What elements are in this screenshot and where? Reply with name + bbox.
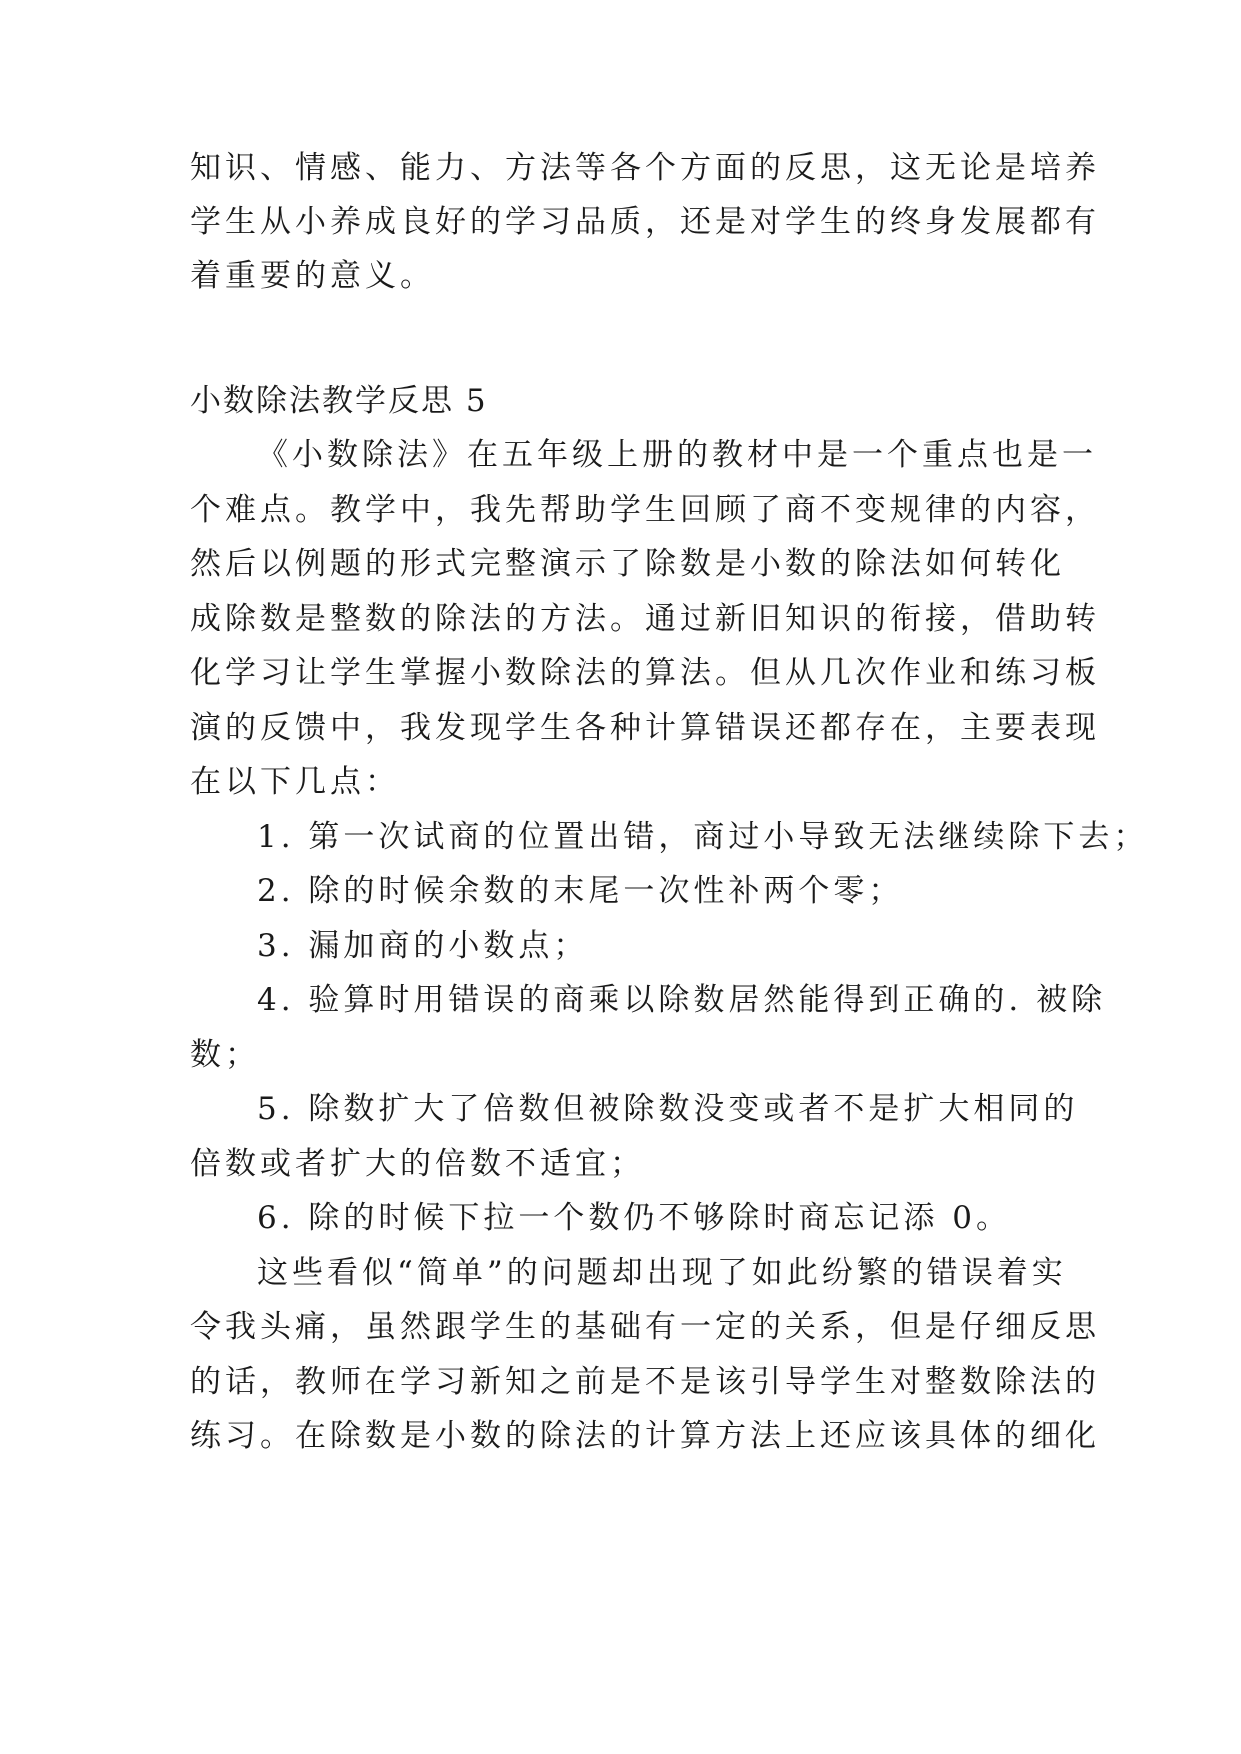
paragraph-line: 学生从小养成良好的学习品质，还是对学生的终身发展都有 xyxy=(190,204,1100,240)
paragraph-line: 演的反馈中，我发现学生各种计算错误还都存在，主要表现 xyxy=(190,710,1100,746)
paragraph-line: 然后以例题的形式完整演示了除数是小数的除法如何转化 xyxy=(190,546,1065,582)
list-item-continuation: 倍数或者扩大的倍数不适宜； xyxy=(190,1146,645,1182)
paragraph-line: 知识、情感、能力、方法等各个方面的反思，这无论是培养 xyxy=(190,150,1100,186)
list-item: 5. 除数扩大了倍数但被除数没变或者不是扩大相同的 xyxy=(257,1091,1079,1127)
paragraph-line: 在以下几点： xyxy=(190,764,400,800)
paragraph-line: 的话，教师在学习新知之前是不是该引导学生对整数除法的 xyxy=(190,1364,1100,1400)
section-heading: 小数除法教学反思 5 xyxy=(190,383,488,419)
list-item: 1. 第一次试商的位置出错，商过小导致无法继续除下去； xyxy=(257,819,1149,855)
list-item: 4. 验算时用错误的商乘以除数居然能得到正确的. 被除 xyxy=(257,982,1107,1018)
paragraph-line: 成除数是整数的除法的方法。通过新旧知识的衔接，借助转 xyxy=(190,601,1100,637)
paragraph-line: 着重要的意义。 xyxy=(190,258,435,294)
list-item: 3. 漏加商的小数点； xyxy=(257,928,589,964)
list-item: 6. 除的时候下拉一个数仍不够除时商忘记添 0。 xyxy=(257,1200,1012,1236)
paragraph-line: 化学习让学生掌握小数除法的算法。但从几次作业和练习板 xyxy=(190,655,1100,691)
paragraph-line: 《小数除法》在五年级上册的教材中是一个重点也是一 xyxy=(257,437,1097,473)
paragraph-line: 练习。在除数是小数的除法的计算方法上还应该具体的细化 xyxy=(190,1418,1100,1454)
paragraph-line: 令我头痛，虽然跟学生的基础有一定的关系，但是仔细反思 xyxy=(190,1309,1100,1345)
paragraph-line: 个难点。教学中，我先帮助学生回顾了商不变规律的内容， xyxy=(190,492,1100,528)
list-item: 2. 除的时候余数的末尾一次性补两个零； xyxy=(257,873,904,909)
paragraph-line: 这些看似“简单”的问题却出现了如此纷繁的错误着实 xyxy=(257,1255,1067,1291)
list-item-continuation: 数； xyxy=(190,1037,260,1073)
